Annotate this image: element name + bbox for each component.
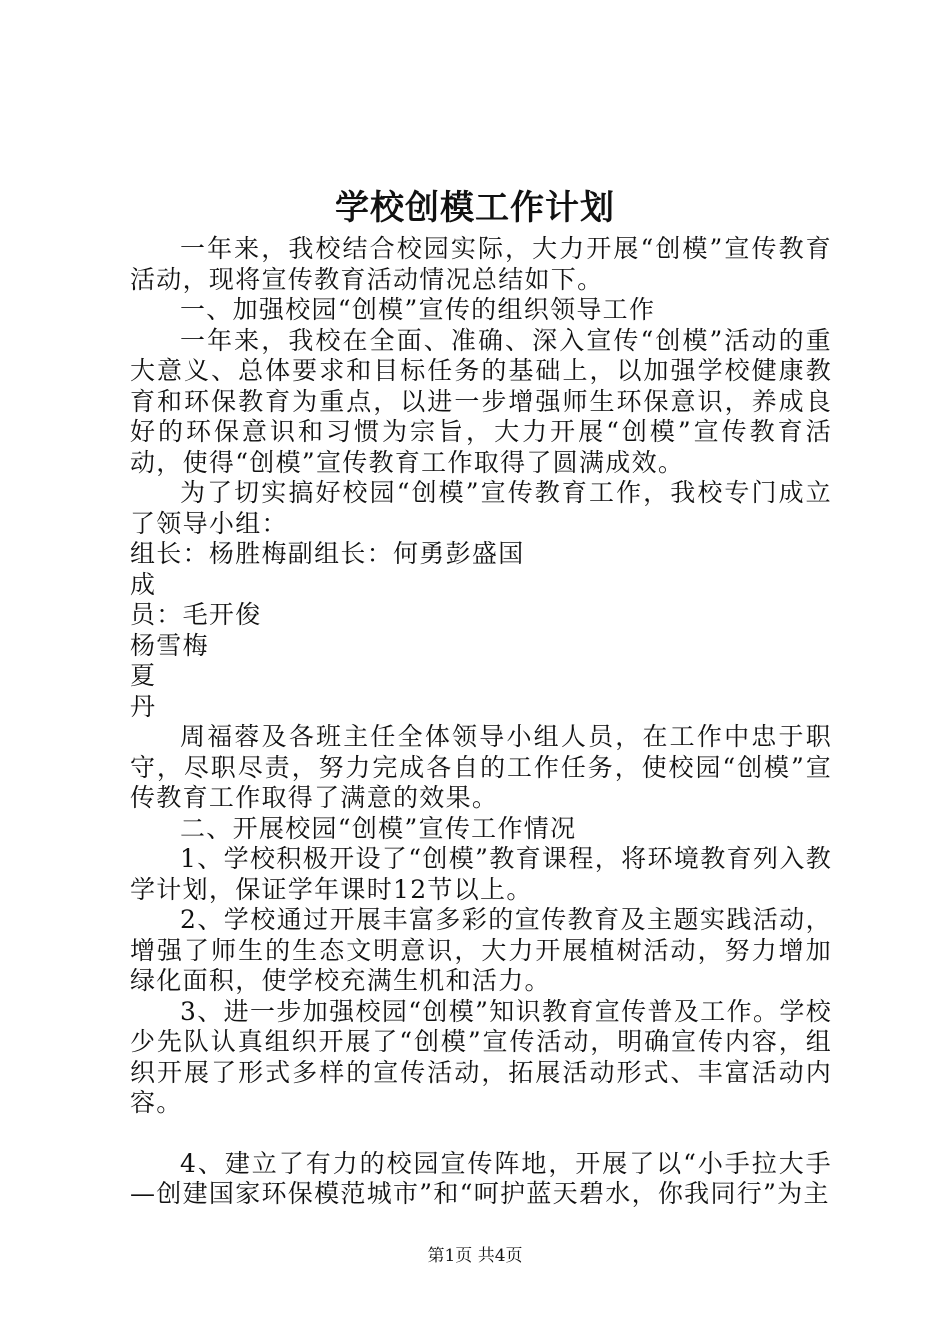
section-heading-1: 一、加强校园“创模”宣传的组织领导工作 — [180, 295, 656, 324]
member-line: 组长：杨胜梅副组长：何勇彭盛国 — [130, 539, 525, 568]
list-item: 3、进一步加强校园“创模”知识教育宣传普及工作。学校少先队认真组织开展了“创模”宣传活动，明确宣传内容，组织开展了形式多样的宣传活动，拓展活动形式、丰富活动内容。 — [130, 996, 832, 1117]
list-item: 1、学校积极开设了“创模”教育课程，将环境教育列入教学计划，保证学年课时12节以上。 — [130, 844, 832, 904]
member-line: 丹 — [130, 691, 157, 721]
member-line: 夏 — [130, 661, 157, 690]
body-paragraph: 一年来，我校在全面、准确、深入宣传“创模”活动的重大意义、总体要求和目标任务的基础上，以加强学校健康教育和环保教育为重点，以进一步增强师生环保意识，养成良好的环保意识和习惯为宗旨，大力开展“创模”宣传教育活动，使得“创模”宣传教育工作取得了圆满成效。 — [130, 325, 832, 477]
intro-paragraph: 一年来，我校结合校园实际，大力开展“创模”宣传教育活动，现将宣传教育活动情况总结如下。 — [130, 234, 832, 294]
document-body — [130, 234, 832, 1210]
member-line: 员：毛开俊 — [130, 600, 262, 629]
section-heading-2: 二、开展校园“创模”宣传工作情况 — [180, 813, 577, 843]
paragraph-gap — [130, 1119, 832, 1149]
list-item: 4、建立了有力的校园宣传阵地，开展了以“小手拉大手—创建国家环保模范城市”和“呵护蓝天碧水，你我同行”为主 — [130, 1148, 832, 1208]
body-paragraph: 周福蓉及各班主任全体领导小组人员，在工作中忠于职守，尽职尽责，努力完成各自的工作任务，使校园“创模”宣传教育工作取得了满意的效果。 — [130, 722, 832, 812]
page-number: 第1页 共4页 — [427, 1246, 523, 1266]
member-line: 杨雪梅 — [130, 630, 209, 660]
document-title: 学校创模工作计划 — [335, 188, 615, 228]
list-item: 2、学校通过开展丰富多彩的宣传教育及主题实践活动，增强了师生的生态文明意识，大力开展植树活动，努力增加绿化面积，使学校充满生机和活力。 — [130, 905, 832, 995]
body-paragraph: 为了切实搞好校园“创模”宣传教育工作，我校专门成立了领导小组： — [130, 478, 832, 538]
member-line: 成 — [130, 569, 157, 599]
